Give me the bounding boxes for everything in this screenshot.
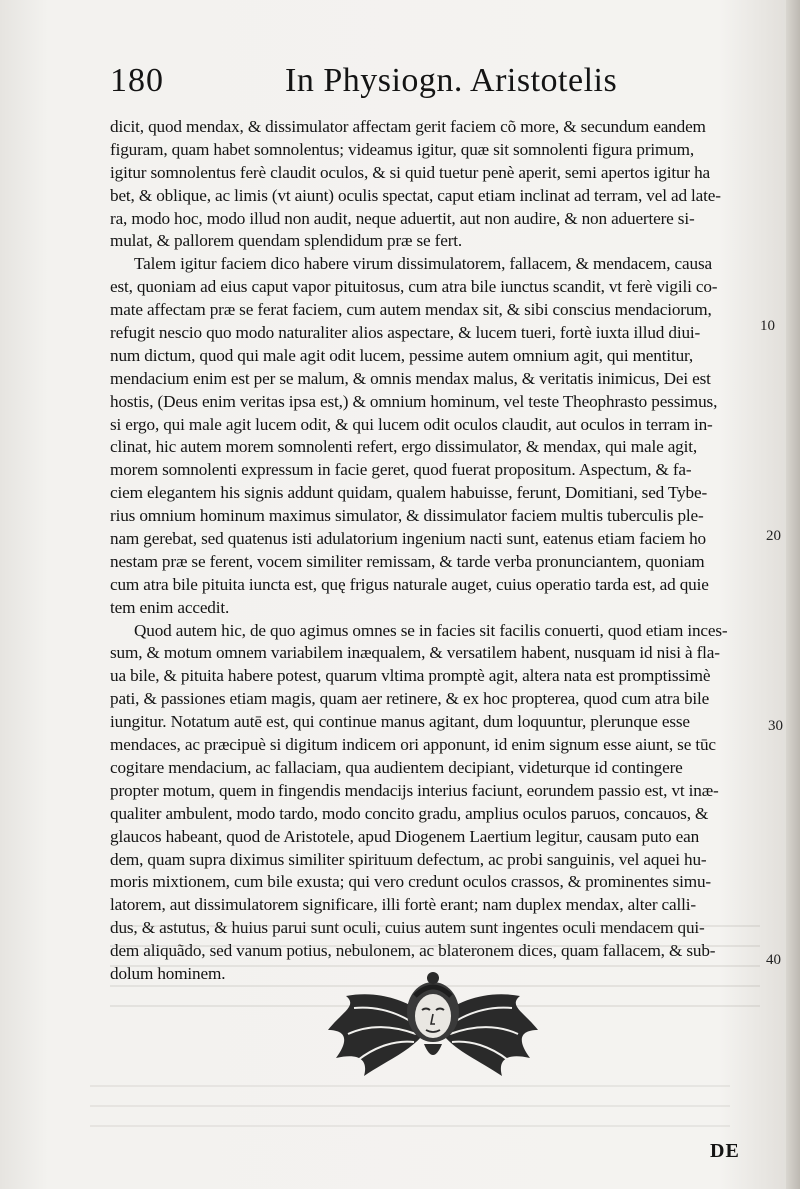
margin-line-number: 30 [768,718,783,734]
text-line: cum atra bile pituita iuncta est, quę frigus naturale auget, cuius operatio tarda est, ad quie [110,574,709,594]
text-line: Talem igitur faciem dico habere virum dissimulatorem, fallacem, & mendacem, causa [134,254,712,274]
text-line: Quod autem hic, de quo agimus omnes se in facies sit facilis conuerti, quod etiam inces- [134,620,728,640]
text-line: ua bile, & pituita habere potest, quarum vltima promptè agit, altera nata est promptissimè [110,666,711,686]
text-line: tem enim accedit. [110,597,230,617]
text-line: hostis, (Deus enim veritas ipsa est,) & omnium hominum, vel teste Theophrasto pessimus, [110,391,718,411]
text-line: dem, quam supra diximus similiter spirituum defectum, ac probi sanguinis, vel aquei hu- [110,849,707,869]
text-line: qualiter ambulent, modo tardo, modo concito gradu, amplius oculos paruos, concauos, & [110,803,709,823]
text-line: est, quoniam ad eius caput vapor pituitosus, cum atra bile iunctus scandit, vt ferè vigili co- [110,277,718,297]
paragraph [110,116,760,253]
running-head: In Physiogn. Aristotelis [285,62,618,99]
text-line: dem aliquãdo, sed vanum potius, nebulonem, ac blateronem dices, quam fallacem, & sub- [110,941,716,961]
text-line: morem somnolenti expressum in facie geret, quod fuerat propositum. Aspectum, & fa- [110,460,692,480]
text-line: bet, & oblique, ac limis (vt aiunt) oculis spectat, caput etiam inclinat ad terram, vel ad late- [110,185,721,205]
text-line: mendaces, ac præcipuè si digitum indicem ori apponunt, id enim signum esse aiunt, se tūc [110,735,716,755]
text-line: mulat, & pallorem quendam splendidum præ se fert. [110,231,463,251]
text-line: moris mixtionem, cum bile exusta; qui vero credunt oculos crassos, & prominentes simu- [110,872,711,892]
text-line: ciem elegantem his signis addunt quidam, qualem habuisse, ferunt, Domitiani, sed Tybe- [110,483,708,503]
text-line: sum, & motum omnem variabilem inæqualem, & versatilem habent, nusquam id nisi à fla- [110,643,720,663]
catchword: DE [710,1140,740,1162]
text-line: nestam præ se ferent, vocem similiter remissam, & tarde verba pronunciantem, quoniam [110,551,705,571]
text-line: pati, & passiones etiam magis, quam aer retinere, & ex hoc propterea, quod cum atra bile [110,689,710,709]
text-line: si ergo, qui male agit lucem odit, & qui lucem odit oculos claudit, aut oculos in terram in- [110,414,713,434]
text-line: figuram, quam habet somnolentus; videamus igitur, quæ sit somnolenti figura primum, [110,139,695,159]
text-line: glaucos habeant, quod de Aristotele, apud Diogenem Laertium legitur, causam puto ean [110,826,700,846]
text-line: dicit, quod mendax, & dissimulator affectam gerit faciem cõ more, & secundum eandem [110,117,706,136]
text-line: mendacium enim est per se malum, & omnis mendax malus, & veritatis inimicus, Dei est [110,368,711,388]
text-line: clinat, hic autem morem somnolenti refert, ergo dissimulator, & mendax, qui male agit, [110,437,698,457]
text-line: mate affectam præ se ferat faciem, cum autem mendax sit, & sibi conscius mendaciorum, [110,300,712,320]
page-edge [786,0,800,1189]
paragraph [110,253,760,619]
text-line: dolum hominem. [110,963,226,983]
text-line: refugit nescio quo modo naturaliter alios aspectare, & lucem tueri, fortè iuxta illud diui- [110,323,701,343]
text-line: propter motum, quem in fingendis mendacijs interius faciunt, eorundem passio est, vt inæ- [110,780,719,800]
text-line: num dictum, quod qui male agit odit lucem, pessime autem omnium agit, qui mentitur, [110,345,694,365]
margin-line-number: 20 [766,528,781,544]
text-line: nam gerebat, sed quatenus isti adulatorium ingenium nacti sunt, eatenus etiam faciem ho [110,529,706,549]
text-line: latorem, aut dissimulatorem significare, illi fortè erant; nam duplex mendax, alter calli- [110,895,696,915]
text-line: ra, modo hoc, modo illud non audit, neque aduertit, aut non audire, & non aduertere si- [110,208,695,228]
page-header [110,62,670,106]
cherub-ornament [318,960,548,1090]
margin-line-number: 10 [760,318,775,334]
main-text [110,116,760,986]
text-line: iungitur. Notatum autē est, qui continue manus agitant, dum loquuntur, plerunque esse [110,712,690,732]
text-line: cogitare mendacium, ac fallaciam, qua audientem decipiant, videturque id contingere [110,757,683,777]
margin-line-number: 40 [766,952,781,968]
text-line: igitur somnolentus ferè claudit oculos, & si quid tuetur penè aperit, semi apertos igitur ha [110,162,711,182]
text-line: rius omnium hominum maximus simulator, & dissimulator faciem multis tuberculis ple- [110,506,704,526]
bleed-through-margin-note [8,330,62,344]
page-number: 180 [110,62,164,99]
text-line: dus, & astutus, & huius parui sunt oculi, cuius autem sunt ingentes oculi mendacem qui- [110,918,705,938]
